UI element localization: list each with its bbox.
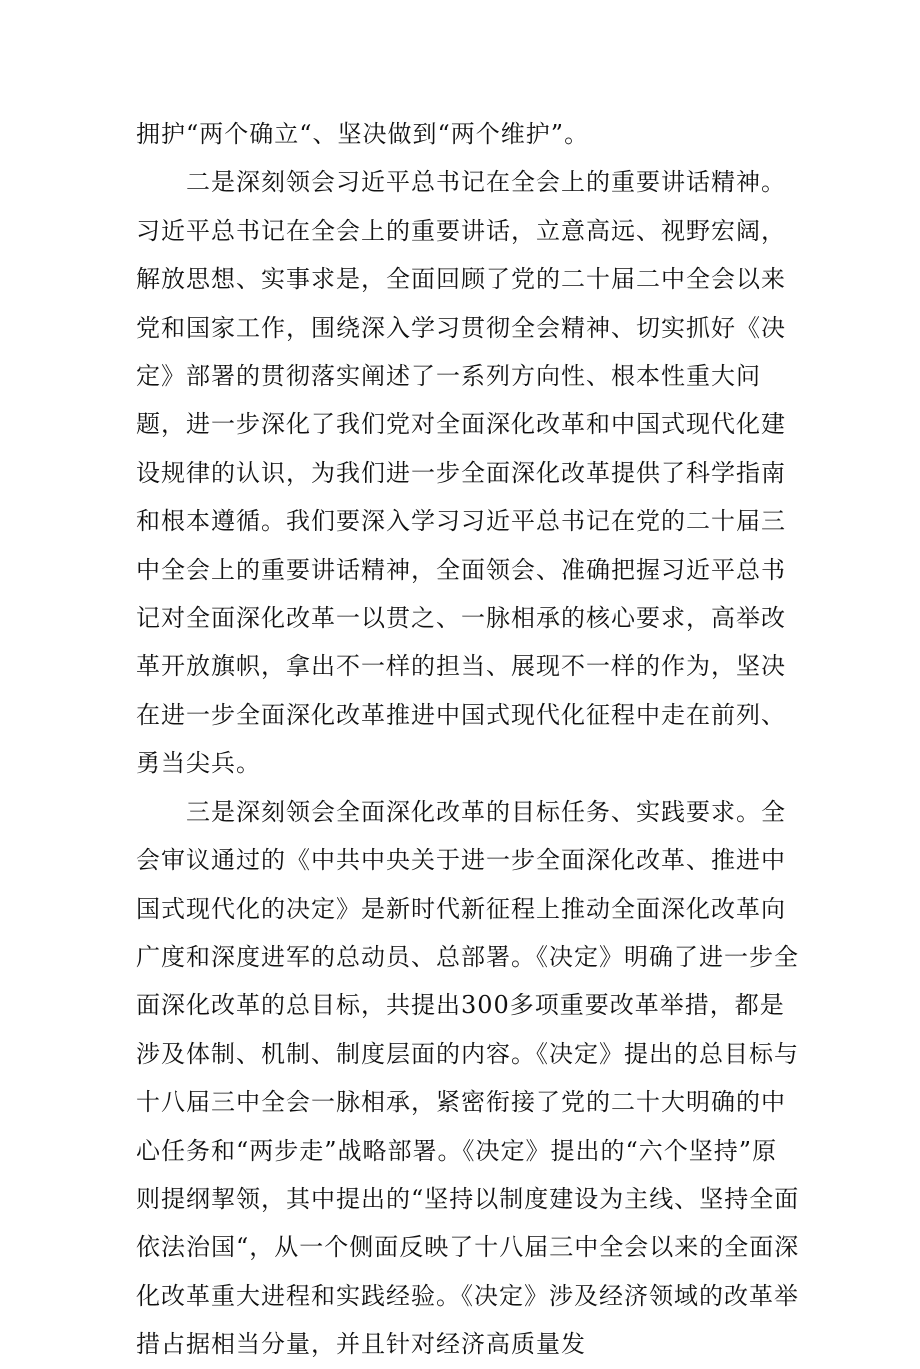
paragraph-point-three: 三是深刻领会全面深化改革的目标任务、实践要求。全会审议通过的《中共中央关于进一步全面深化改革、推进中国式现代化的决定》是新时代新征程上推动全面深化改革向广度和深度进军的总动员、总部署。《决定》明确了进一步全面深化改革的总目标，共提出300多项重要改革举措，都是涉及体制、机制、制度层面的内容。《决定》提出的总目标与十八届三中全会一脉相承，紧密衔接了党的二十大明确的中心任务和“两步走”战略部署。《决定》提出的“六个坚持”原则提纲挈领，其中提出的“坚持以制度建设为主线、坚持全面依法治国“，从一个侧面反映了十八届三中全会以来的全面深化改革重大进程和实践经验。《决定》涉及经济领域的改革举措占据相当分量，并且针对经济高质量发 <box>136 797 800 1359</box>
paragraph-continuation: 拥护“两个确立“、坚决做到“两个维护”。 <box>136 120 590 148</box>
body-text <box>136 110 802 1369</box>
paragraph-point-two: 二是深刻领会习近平总书记在全会上的重要讲话精神。习近平总书记在全会上的重要讲话，立意高远、视野宏阔，解放思想、实事求是，全面回顾了党的二十届二中全会以来党和国家工作，围绕深入学习贯彻全会精神、切实抓好《决定》部署的贯彻落实阐述了一系列方向性、根本性重大问题，进一步深化了我们党对全面深化改革和中国式现代化建设规律的认识，为我们进一步全面深化改革提供了科学指南和根本遵循。我们要深入学习习近平总书记在党的二十届三中全会上的重要讲话精神，全面领会、准确把握习近平总书记对全面深化改革一以贯之、一脉相承的核心要求，高举改革开放旗帜，拿出不一样的担当、展现不一样的作为，坚决在进一步全面深化改革推进中国式现代化征程中走在前列、勇当尖兵。 <box>136 168 786 778</box>
